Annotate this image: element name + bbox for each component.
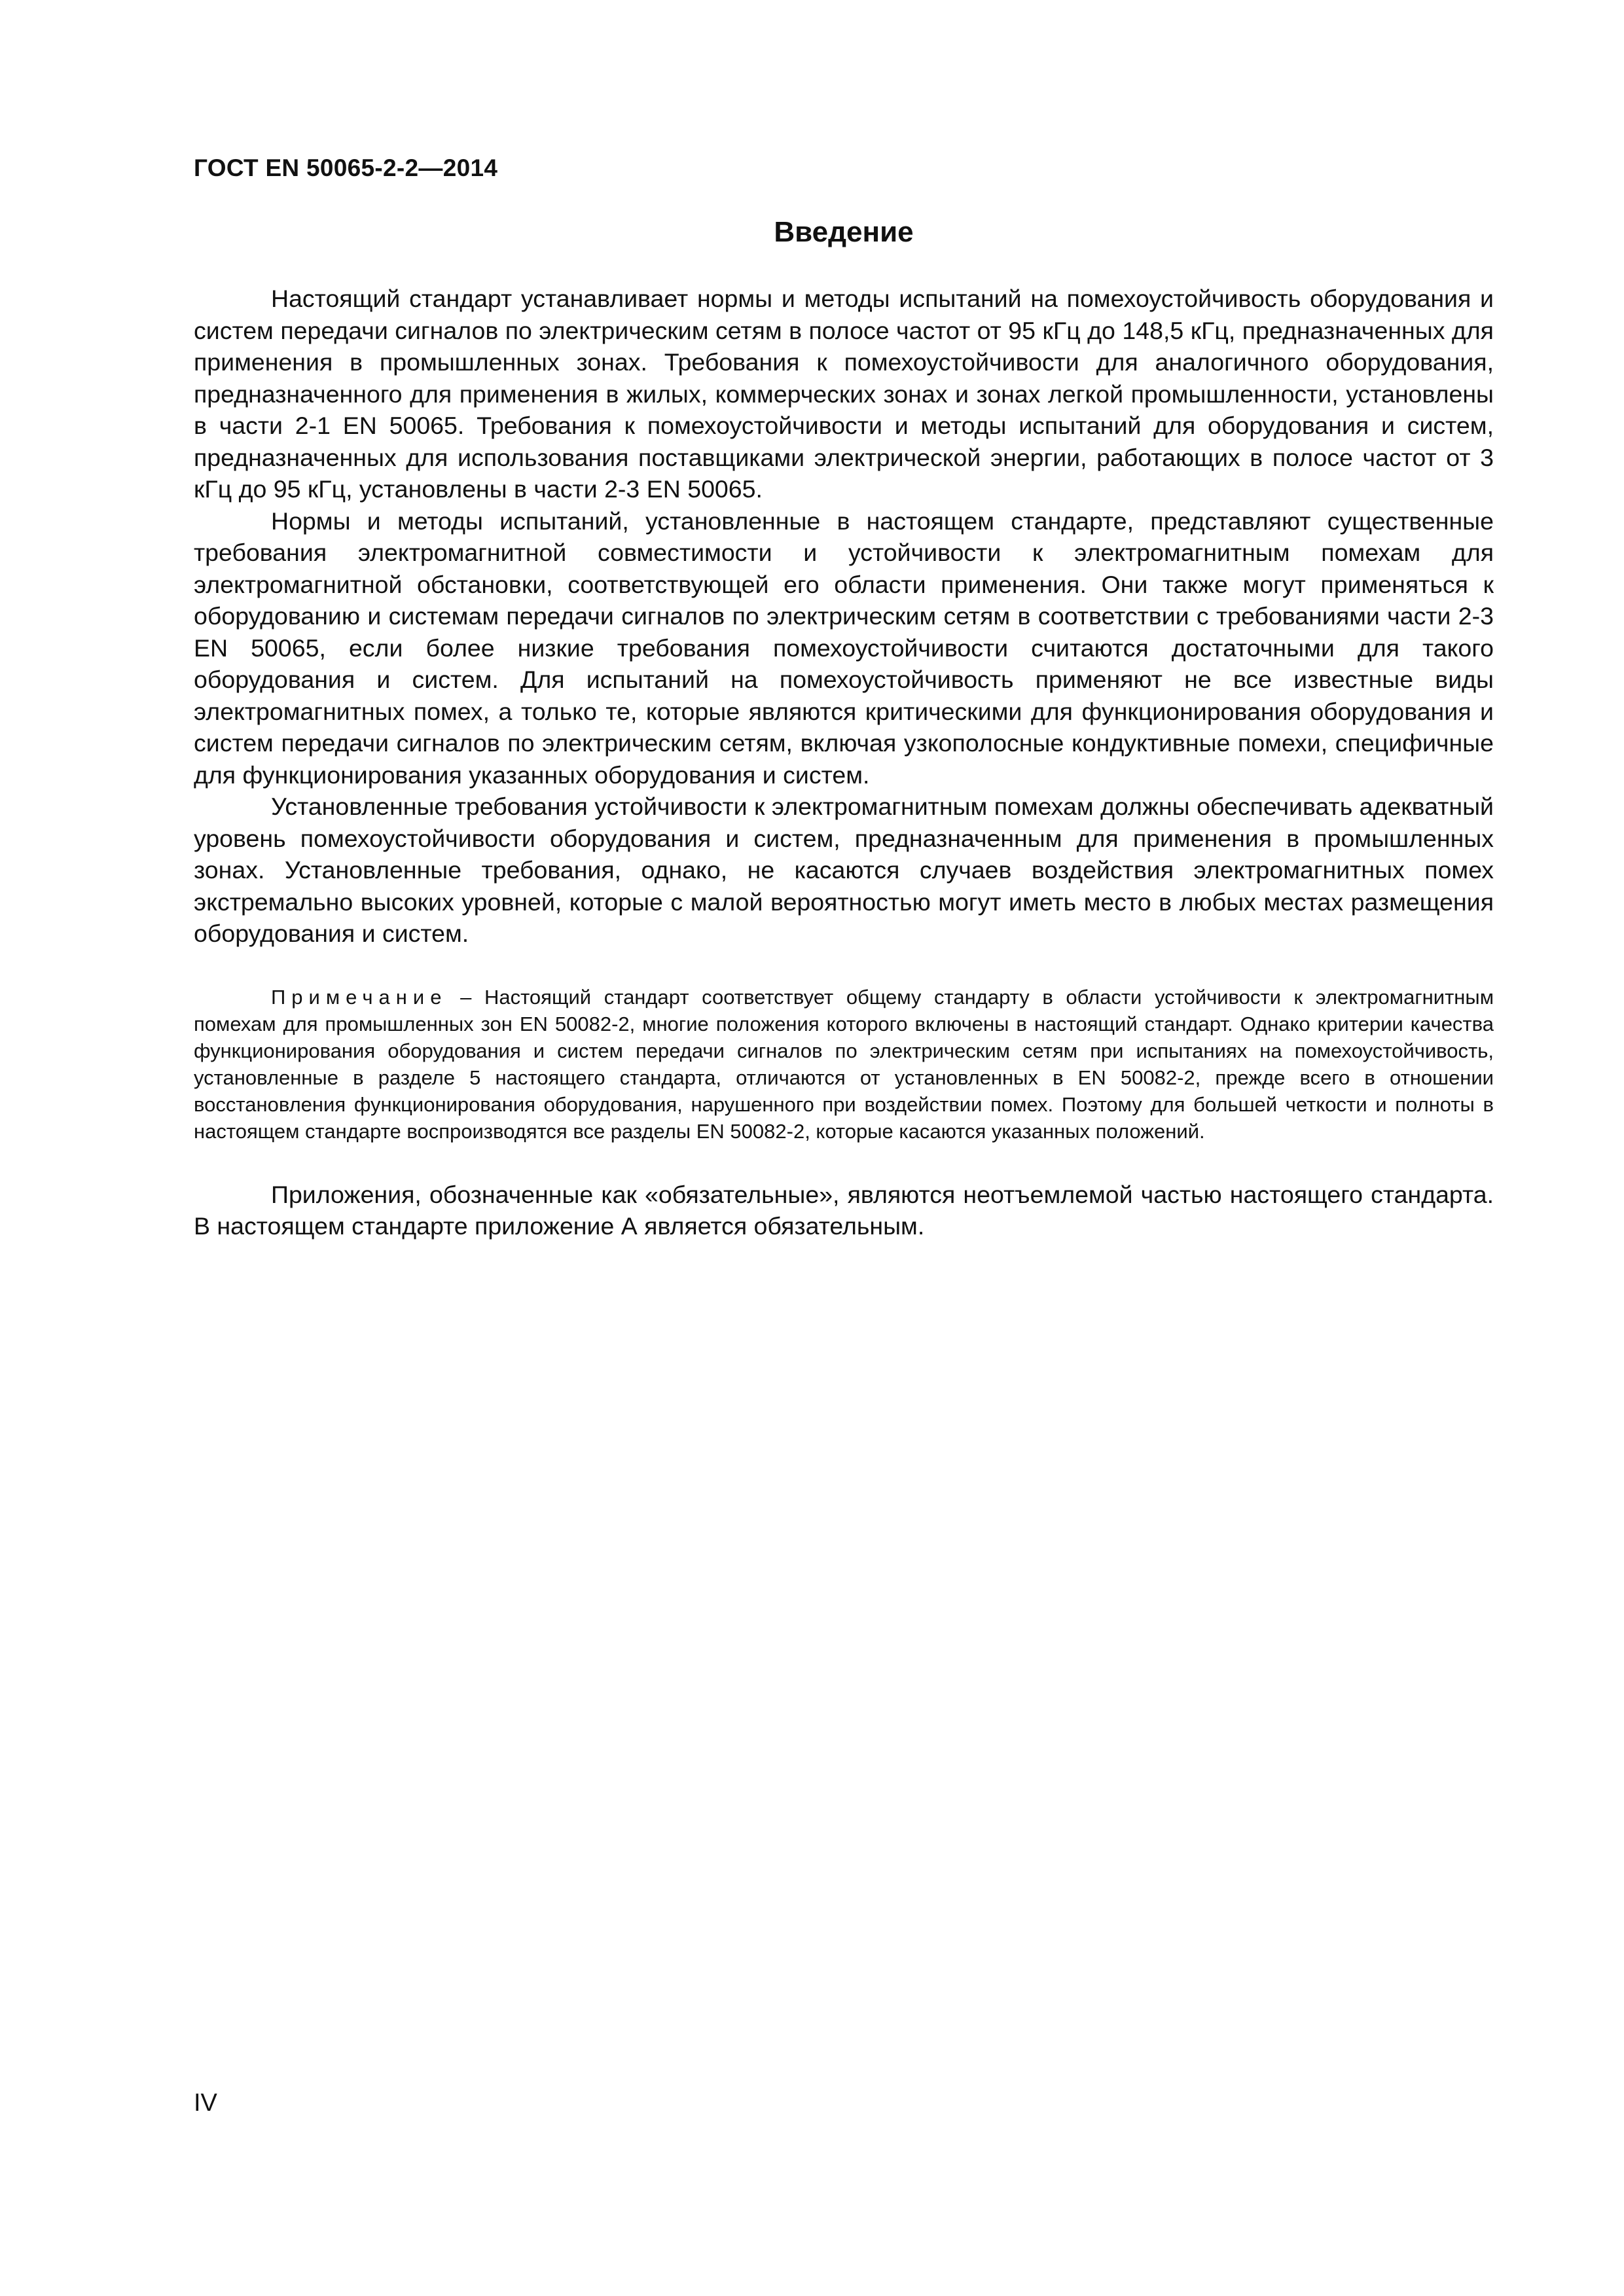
section-title: Введение (774, 216, 914, 248)
page-number: IV (194, 2089, 217, 2117)
paragraph-annexes: Приложения, обозначенные как «обязательные», являются неотъемлемой частью настоящего стандарта. В настоящем стандарте приложение А является обязательным. (194, 1180, 1494, 1240)
paragraph-immunity-levels: Установленные требования устойчивости к электромагнитным помехам должны обеспечивать адекватный уровень помехоустойчивости оборудования и систем, предназначенным для применения в промышленных зонах. Установленные требования, однако, не касаются случаев воздействия электромагнитных помех экстремально высоких уровней, которые с малой вероятностью могут иметь место в любых местах размещения оборудования и систем. (194, 793, 1494, 947)
paragraph-scope: Настоящий стандарт устанавливает нормы и методы испытаний на помехоустойчивость оборудования и систем передачи сигналов по электрическим сетям в полосе частот от 95 кГц до 148,5 кГц, предназначенных для применения в промышленных зонах. Требования к помехоустойчивости для аналогичного оборудования, предназначенного для применения в жилых, коммерческих зонах и зонах легкой промышленности, установлены в части 2-1 EN 50065. Требования к помехоустойчивости и методы испытаний для оборудования и систем, предназначенных для использования поставщиками электрической энергии, работающих в полосе частот от 3 кГц до 95 кГц, установлены в части 2-3 EN 50065. (194, 285, 1494, 503)
document-code: ГОСТ EN 50065-2-2—2014 (194, 154, 498, 181)
note-text: – Настоящий стандарт соответствует общему стандарту в области устойчивости к электромагнитным помехам для промышленных зон EN 50082-2, многие положения которого включены в настоящий стандарт. Однако критерии качества функционирования оборудования и систем передачи сигналов по электрическим сетям при испытаниях на помехоустойчивость, установленные в разделе 5 настоящего стандарта, отличаются от установленных в EN 50082-2, прежде всего в отношении восстановления функционирования оборудования, нарушенного при воздействии помех. Поэтому для большей четкости и полноты в настоящем стандарте воспроизводятся все разделы EN 50082-2, которые касаются указанных положений. (194, 985, 1494, 1143)
paragraph-requirements: Нормы и методы испытаний, установленные в настоящем стандарте, представляют существенные требования электромагнитной совместимости и устойчивости к электромагнитным помехам для электромагнитной обстановки, соответствующей его области применения. Они также могут применяться к оборудованию и системам передачи сигналов по электрическим сетям в соответствии с требованиями части 2-3 EN 50065, если более низкие требования помехоустойчивости считаются достаточными для такого оборудования и систем. Для испытаний на помехоустойчивость применяют не все известные виды электромагнитных помех, а только те, которые являются критическими для функционирования оборудования и систем передачи сигналов по электрическим сетям, включая узкополосные кондуктивные помехи, специфичные для функционирования указанных оборудования и систем. (194, 507, 1494, 789)
note (194, 984, 1494, 1145)
body-text (194, 283, 1494, 1242)
note-label: Примечание (271, 985, 448, 1009)
